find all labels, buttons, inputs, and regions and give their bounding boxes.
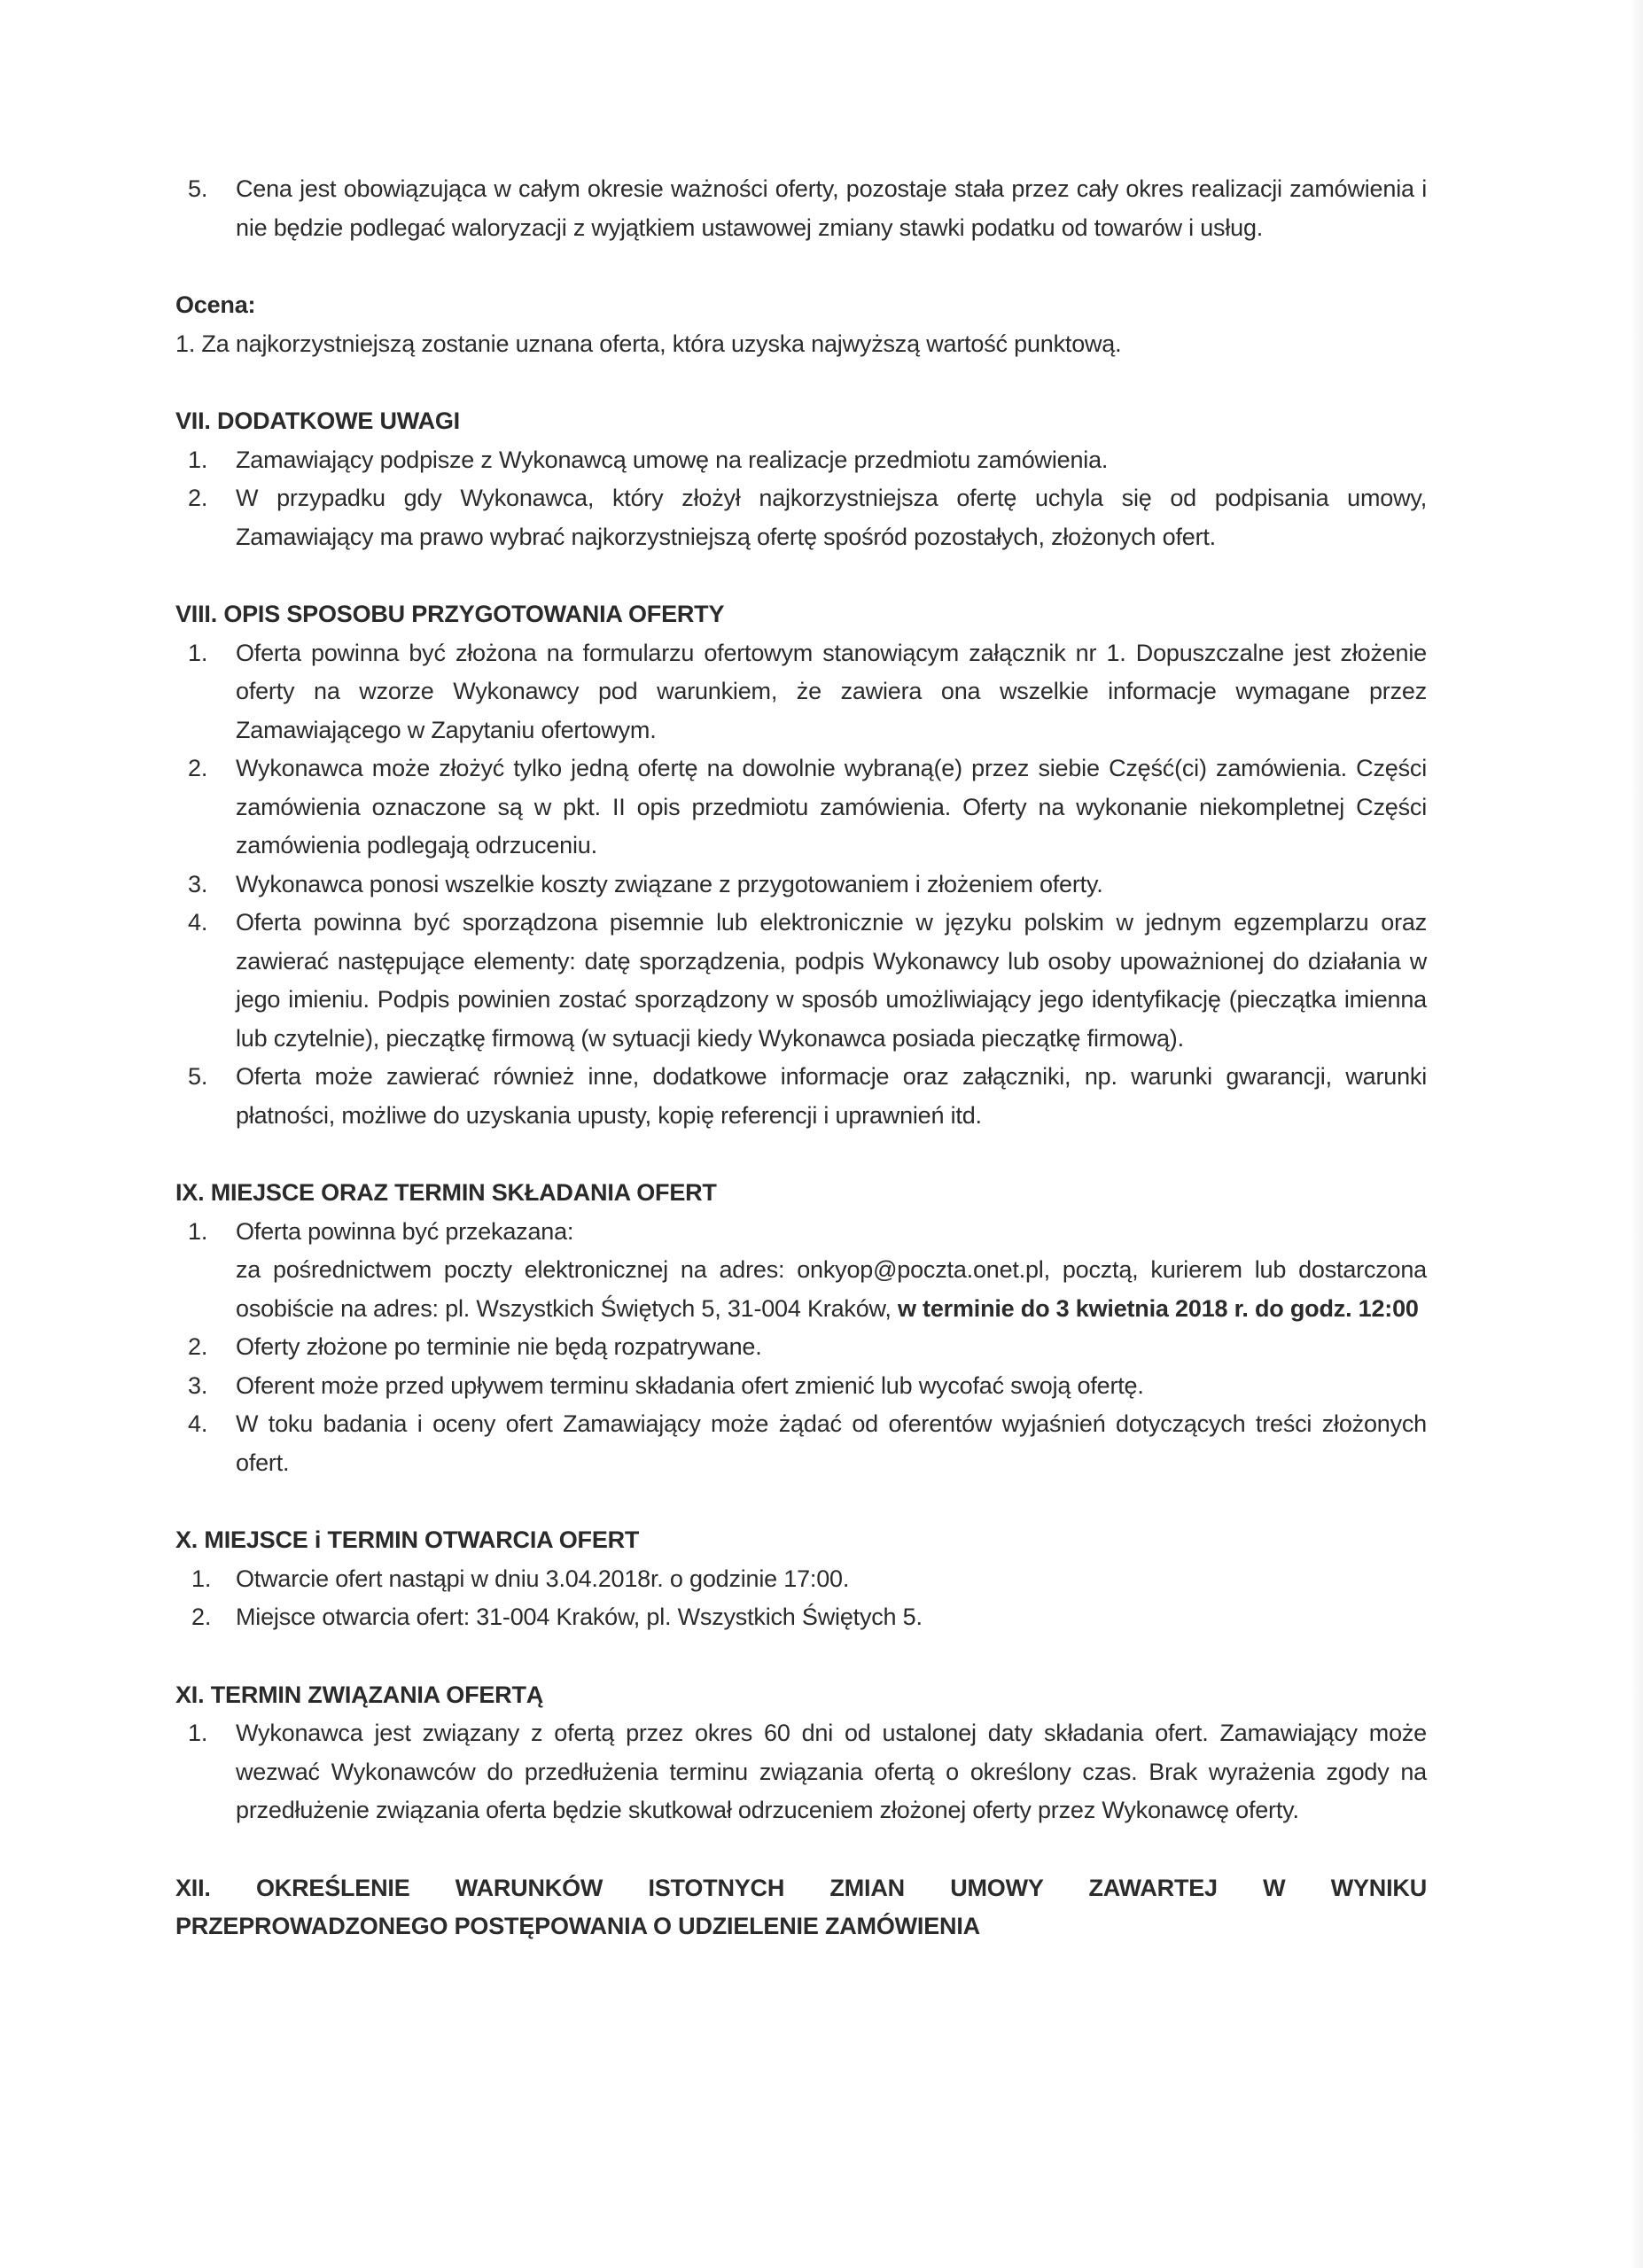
item-text: Wykonawca może złożyć tylko jedną ofertę na dowolnie wybraną(e) przez siebie Część(ci) zamówienia. Części zamówienia oznaczone są w pkt. II opis przedmiotu zamówienia. Oferty na wykonanie niekompletnej Części zamówienia podlegają odrzuceniu. bbox=[236, 755, 1427, 858]
list-item bbox=[175, 904, 1427, 1058]
section-heading: IX. MIEJSCE ORAZ TERMIN SKŁADANIA OFERT bbox=[175, 1179, 717, 1206]
list-item bbox=[175, 634, 1427, 750]
item-number: 5. bbox=[188, 1063, 208, 1090]
price-clause-item bbox=[175, 170, 1427, 247]
list-item bbox=[175, 1560, 1427, 1599]
section-viii-offer-preparation bbox=[175, 595, 1427, 1135]
item-text: Oferta może zawierać również inne, dodatkowe informacje oraz załączniki, np. warunki gwarancji, warunki płatności, możliwe do uzyskania upusty, kopię referencji i uprawnień itd. bbox=[236, 1063, 1427, 1129]
item-text: Oferent może przed upływem terminu składania ofert zmienić lub wycofać swoją ofertę. bbox=[236, 1371, 1144, 1399]
list-item bbox=[175, 479, 1427, 556]
submission-deadline: w terminie do 3 kwietnia 2018 r. do godz. 12:00 bbox=[897, 1294, 1419, 1322]
item-number: 1. bbox=[188, 1720, 208, 1746]
item-text: Oferta powinna być sporządzona pisemnie lub elektronicznie w języku polskim w jednym egzemplarzu oraz zawierać następujące elementy: datę sporządzenia, podpis Wykonawcy lub osoby upoważnionej do działania w jego imieniu. Podpis powinien zostać sporządzony w sposób umożliwiający jego identyfikację (pieczątka imienna lub czytelnie), pieczątkę firmową (w sytuacji kiedy Wykonawca posiada pieczątkę firmową). bbox=[236, 909, 1427, 1052]
section-ix-submission-place-and-deadline bbox=[175, 1174, 1427, 1482]
list-item bbox=[175, 1213, 1427, 1329]
list-item bbox=[175, 1714, 1427, 1830]
list-item bbox=[175, 1367, 1427, 1406]
section-vii-additional-remarks bbox=[175, 402, 1427, 556]
item-number: 1. bbox=[188, 446, 208, 473]
item-text: Otwarcie ofert nastąpi w dniu 3.04.2018r. o godzinie 17:00. bbox=[236, 1565, 850, 1592]
heading-line-1: XII. OKREŚLENIE WARUNKÓW ISTOTNYCH ZMIAN UMOWY ZAWARTEJ W WYNIKU bbox=[175, 1874, 1427, 1901]
section-heading bbox=[175, 1869, 1427, 1946]
item-text: Oferty złożone po terminie nie będą rozpatrywane. bbox=[236, 1333, 762, 1360]
item-text: Zamawiający podpisze z Wykonawcą umowę na realizacje przedmiotu zamówienia. bbox=[236, 446, 1109, 473]
item-number: 3. bbox=[188, 1371, 208, 1399]
item-text: Oferta powinna być złożona na formularzu ofertowym stanowiącym załącznik nr 1. Dopuszczalne jest złożenie oferty na wzorze Wykonawcy pod warunkiem, że zawiera ona wszelkie informacje wymagane przez Zamawiającego w Zapytaniu ofertowym. bbox=[236, 639, 1427, 743]
item-number: 5. bbox=[188, 175, 208, 202]
item-number: 3. bbox=[188, 870, 208, 897]
item-number: 1. bbox=[188, 1217, 208, 1245]
item-text: Wykonawca jest związany z ofertą przez okres 60 dni od ustalonej daty składania ofert. Zamawiający może wezwać Wykonawców do przedłużenia terminu związania ofertą o określony czas. Brak wyrażenia zgody na przedłużenie związania oferta będzie skutkował odrzuceniem złożonej oferty przez Wykonawcę oferty. bbox=[236, 1720, 1427, 1823]
section-heading: VIII. OPIS SPOSOBU PRZYGOTOWANIA OFERTY bbox=[175, 601, 725, 627]
list-item bbox=[175, 1058, 1427, 1135]
ocena-heading: Ocena: bbox=[175, 291, 256, 318]
scan-edge-shadow bbox=[1631, 0, 1643, 2268]
list-item bbox=[175, 441, 1427, 480]
section-heading: X. MIEJSCE i TERMIN OTWARCIA OFERT bbox=[175, 1526, 640, 1553]
item-text: Cena jest obowiązująca w całym okresie ważności oferty, pozostaje stała przez cały okres realizacji zamówienia i nie będzie podlegać waloryzacji z wyjątkiem ustawowej zmiany stawki podatku od towarów i usług. bbox=[236, 175, 1427, 241]
item-text: W toku badania i oceny ofert Zamawiający może żądać od oferentów wyjaśnień dotyczących treści złożonych ofert. bbox=[236, 1410, 1427, 1476]
section-x-opening-place-and-time bbox=[175, 1521, 1427, 1637]
item-text: Miejsce otwarcia ofert: 31-004 Kraków, pl. Wszystkich Świętych 5. bbox=[236, 1604, 923, 1630]
item-text: Oferta powinna być przekazana: bbox=[236, 1217, 574, 1245]
document-body bbox=[175, 170, 1427, 1946]
section-heading: XI. TERMIN ZWIĄZANIA OFERTĄ bbox=[175, 1681, 544, 1708]
heading-line-2: PRZEPROWADZONEGO POSTĘPOWANIA O UDZIELENIE ZAMÓWIENIA bbox=[175, 1913, 980, 1939]
submission-details: za pośrednictwem poczty elektronicznej na adres: onkyop@poczta.onet.pl, pocztą, kurierem lub dostarczona osobiście na adres: pl. Wszystkich Świętych 5, 31-004 Kraków, bbox=[236, 1256, 1427, 1322]
item-number: 2. bbox=[188, 485, 208, 511]
list-item bbox=[175, 1328, 1427, 1367]
section-heading: VII. DODATKOWE UWAGI bbox=[175, 408, 460, 434]
item-number: 1. bbox=[191, 1565, 212, 1592]
list-item bbox=[175, 866, 1427, 905]
item-number: 4. bbox=[188, 1410, 208, 1437]
item-number: 2. bbox=[191, 1604, 212, 1630]
item-number: 4. bbox=[188, 909, 208, 936]
section-xi-offer-validity bbox=[175, 1676, 1427, 1830]
item-text: Wykonawca ponosi wszelkie koszty związane z przygotowaniem i złożeniem oferty. bbox=[236, 870, 1103, 897]
list-item bbox=[175, 1598, 1427, 1637]
ocena-item: 1. Za najkorzystniejszą zostanie uznana oferta, która uzyska najwyższą wartość punktową. bbox=[175, 330, 1122, 357]
item-number: 2. bbox=[188, 755, 208, 781]
list-item bbox=[175, 750, 1427, 866]
list-item bbox=[175, 1405, 1427, 1482]
item-number: 1. bbox=[188, 639, 208, 666]
section-xii-contract-changes bbox=[175, 1869, 1427, 1946]
item-text: W przypadku gdy Wykonawca, który złożył najkorzystniejsza ofertę uchyla się od podpisania umowy, Zamawiający ma prawo wybrać najkorzystniejszą ofertę spośród pozostałych, złożonych ofert. bbox=[236, 485, 1427, 550]
item-number: 2. bbox=[188, 1333, 208, 1360]
